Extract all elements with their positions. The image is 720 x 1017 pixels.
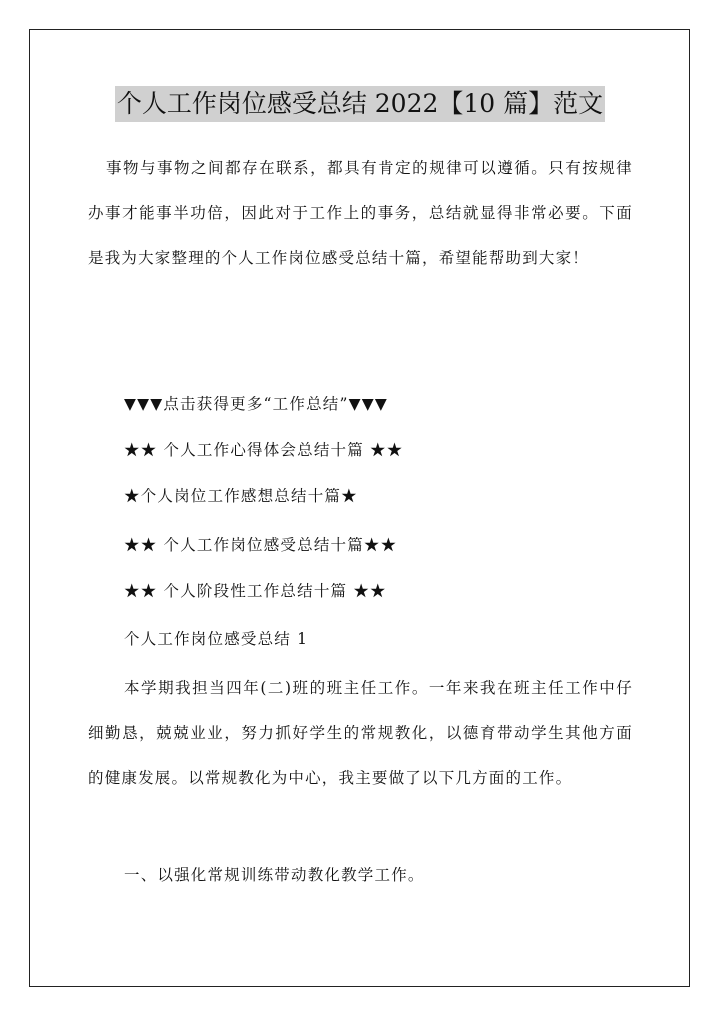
- link-position-feelings-summary[interactable]: ★★ 个人工作岗位感受总结十篇★★: [124, 536, 398, 554]
- section-heading: 个人工作岗位感受总结 1: [124, 630, 309, 648]
- body-paragraph: 本学期我担当四年(二)班的班主任工作。一年来我在班主任工作中仔细勤恳，兢兢业业，努力抓好学生的常规教化，以德育带动学生其他方面的健康发展。以常规教化为中心，我主要做了以下几方面的工作。: [88, 679, 633, 787]
- link-position-work-thoughts[interactable]: ★个人岗位工作感想总结十篇★: [124, 487, 358, 505]
- document-title: 个人工作岗位感受总结 2022【10 篇】范文: [115, 86, 605, 122]
- link-stage-work-summary[interactable]: ★★ 个人阶段性工作总结十篇 ★★: [124, 582, 387, 600]
- intro-paragraph: 事物与事物之间都存在联系，都具有肯定的规律可以遵循。只有按规律办事才能事半功倍，因此对于工作上的事务，总结就显得非常必要。下面是我为大家整理的个人工作岗位感受总结十篇，希望能帮助到大家！: [88, 159, 633, 267]
- title-row: [0, 86, 720, 122]
- link-work-experience-summary[interactable]: ★★ 个人工作心得体会总结十篇 ★★: [124, 441, 404, 459]
- subheading: 一、以强化常规训练带动教化教学工作。: [124, 866, 425, 884]
- more-summaries-link[interactable]: ▼▼▼点击获得更多“工作总结”▼▼▼: [124, 395, 388, 413]
